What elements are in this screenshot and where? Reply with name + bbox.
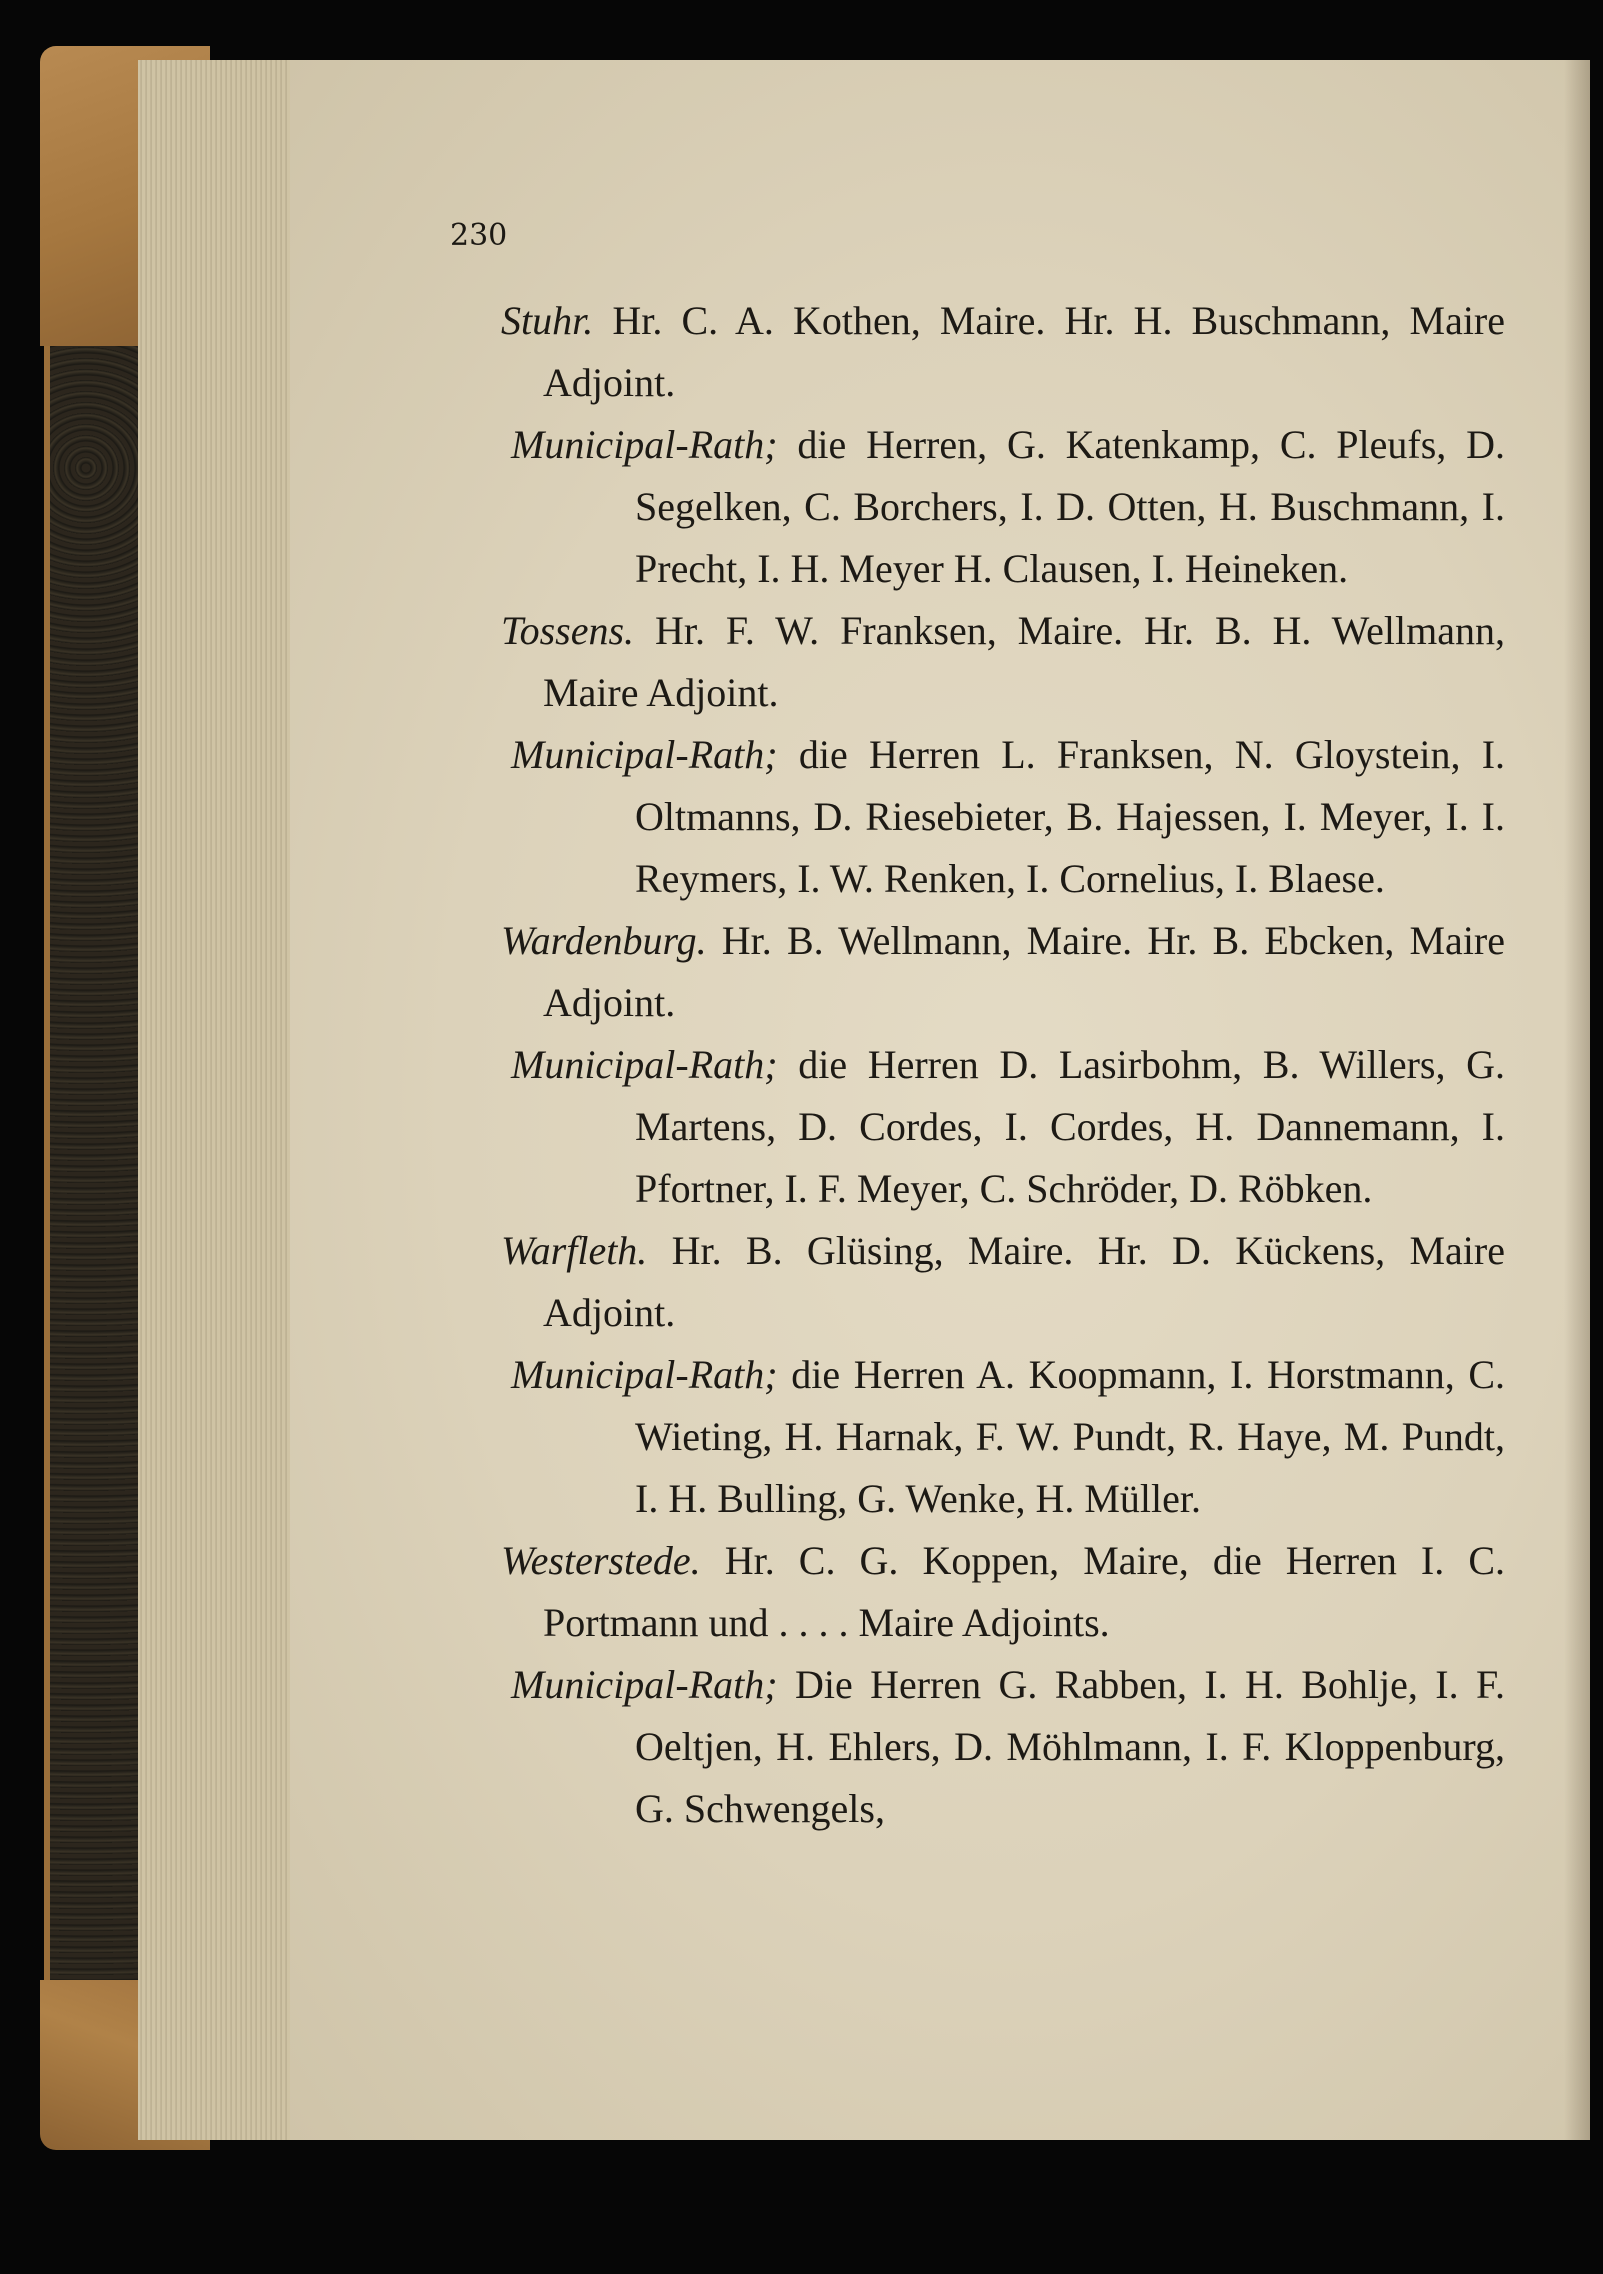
council-label: Municipal-Rath; [511, 1662, 778, 1707]
page-edges [138, 60, 298, 2140]
mayor-line: Hr. B. Wellmann, Maire. Hr. B. Ebcken, Maire Adjoint. [543, 918, 1506, 1025]
council-wardenburg [455, 1034, 1505, 1220]
place-name: Stuhr. [501, 298, 594, 343]
entry-warfleth [455, 1220, 1505, 1344]
place-name: Warfleth. [501, 1228, 648, 1273]
mayor-line: Hr. F. W. Franksen, Maire. Hr. B. H. Wellmann, Maire Adjoint. [543, 608, 1506, 715]
council-westerstede [455, 1654, 1505, 1840]
entry-wardenburg [455, 910, 1505, 1034]
mayor-line: Hr. C. G. Koppen, Maire, die Herren I. C. Portmann und . . . . Maire Adjoints. [543, 1538, 1505, 1645]
place-name: Wardenburg. [501, 918, 707, 963]
council-members: Die Herren G. Rabben, I. H. Bohlje, I. F. Oeltjen, H. Ehlers, D. Möhlmann, I. F. Kloppenburg, G. Schwengels, [635, 1662, 1506, 1831]
directory-text [455, 290, 1505, 1840]
entry-stuhr [455, 290, 1505, 414]
council-members: die Herren, G. Katenkamp, C. Pleufs, D. Segelken, C. Borchers, I. D. Otten, H. Buschmann, I. Precht, I. H. Meyer H. Clausen, I. Heineken. [635, 422, 1506, 591]
page-number: 230 [450, 218, 508, 253]
council-members: die Herren D. Lasirbohm, B. Willers, G. Martens, D. Cordes, I. Cordes, H. Dannemann, I. Pfortner, I. F. Meyer, C. Schröder, D. Röbken. [635, 1042, 1505, 1211]
council-label: Municipal-Rath; [511, 1042, 778, 1087]
council-members: die Herren L. Franksen, N. Gloystein, I. Oltmanns, D. Riesebieter, B. Hajessen, I. Meyer, I. I. Reymers, I. W. Renken, I. Cornelius, I. Blaese. [635, 732, 1506, 901]
place-name: Tossens. [501, 608, 635, 653]
council-label: Municipal-Rath; [511, 1352, 778, 1397]
council-label: Municipal-Rath; [511, 422, 778, 467]
mayor-line: Hr. C. A. Kothen, Maire. Hr. H. Buschmann, Maire Adjoint. [543, 298, 1506, 405]
council-label: Municipal-Rath; [511, 732, 778, 777]
council-stuhr [455, 414, 1505, 600]
mayor-line: Hr. B. Glüsing, Maire. Hr. D. Kückens, Maire Adjoint. [543, 1228, 1505, 1335]
entry-westerstede [455, 1530, 1505, 1654]
council-warfleth [455, 1344, 1505, 1530]
place-name: Westerstede. [501, 1538, 701, 1583]
council-tossens [455, 724, 1505, 910]
entry-tossens [455, 600, 1505, 724]
council-members: die Herren A. Koopmann, I. Horstmann, C. Wieting, H. Harnak, F. W. Pundt, R. Haye, M. Pundt, I. H. Bulling, G. Wenke, H. Müller. [635, 1352, 1506, 1521]
